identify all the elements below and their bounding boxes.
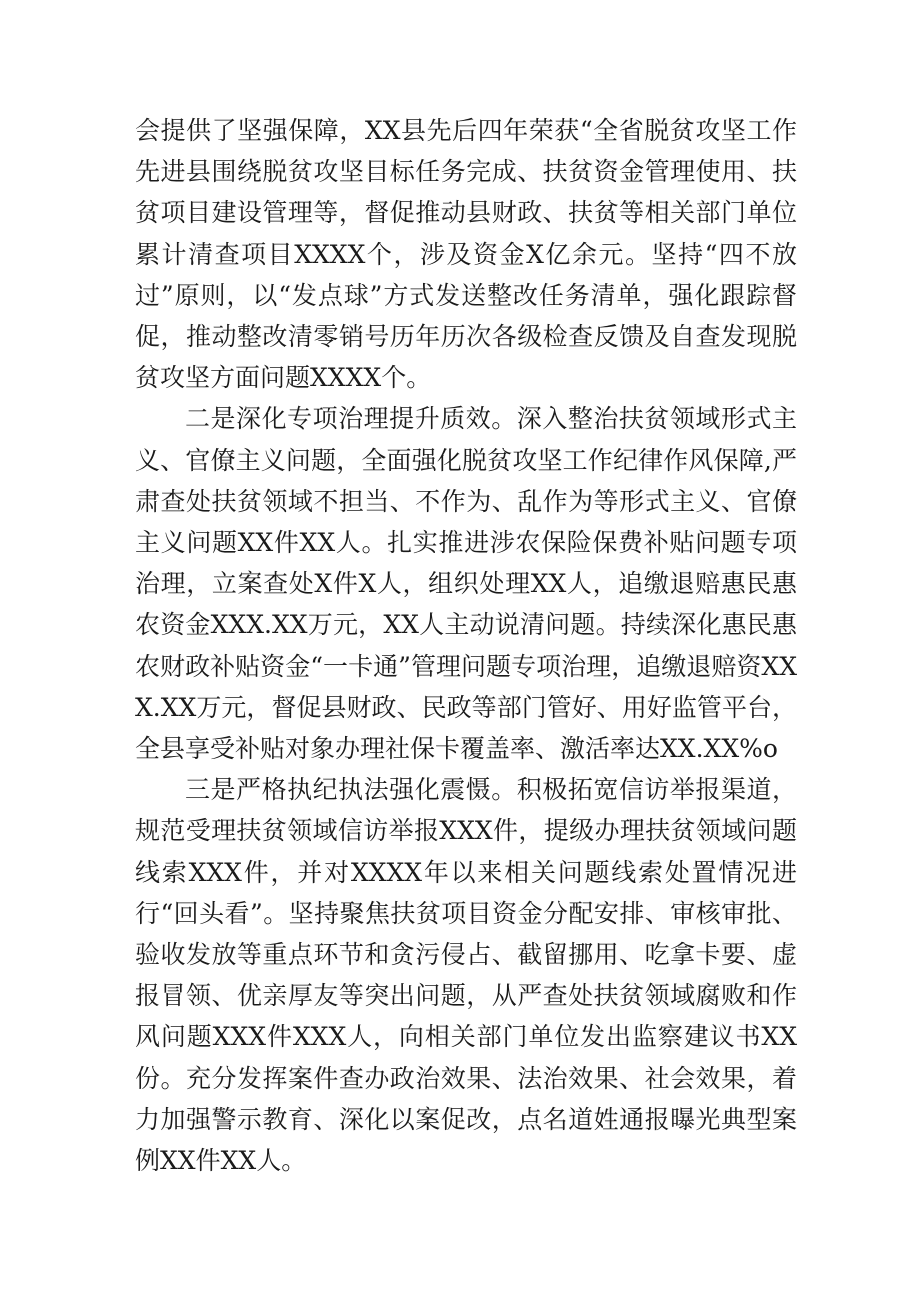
document-body (135, 110, 797, 1181)
paragraph-continuation: 会提供了坚强保障，XX县先后四年荣获“全省脱贫攻坚工作先进县围绕脱贫攻坚目标任务完成、扶贫资金管理使用、扶贫项目建设管理等，督促推动县财政、扶贫等相关部门单位累计清查项目XXXX个，涉及资金X亿余元。坚持“四不放过”原则，以“发点球”方式发送整改任务清单，强化跟踪督促，推动整改清零销号历年历次各级检查反馈及自查发现脱贫攻坚方面问题XXXX个。 (135, 116, 797, 393)
paragraph-discipline-enforcement: 三是严格执纪执法强化震慑。积极拓宽信访举报渠道，规范受理扶贫领域信访举报XXX件，提级办理扶贫领域问题线索XXX件，并对XXXX年以来相关问题线索处置情况进行“回头看”。坚持聚焦扶贫项目资金分配安排、审核审批、验收发放等重点环节和贪污侵占、截留挪用、吃拿卡要、虚报冒领、优亲厚友等突出问题，从严查处扶贫领域腐败和作风问题XXX件XXX人，向相关部门单位发出监察建议书XX份。充分发挥案件查办政治效果、法治效果、社会效果，着力加强警示教育、深化以案促改，点名道姓通报曝光典型案例XX件XX人。 (135, 775, 797, 1176)
paragraph-special-governance: 二是深化专项治理提升质效。深入整治扶贫领域形式主义、官僚主义问题，全面强化脱贫攻坚工作纪律作风保障,严肃查处扶贫领域不担当、不作为、乱作为等形式主义、官僚主义问题XX件XX人。扎实推进涉农保险保费补贴问题专项治理，立案查处X件X人，组织处理XX人，追缴退赔惠民惠农资金XXX.XX万元，XX人主动说清问题。持续深化惠民惠农财政补贴资金“一卡通”管理问题专项治理，追缴退赔资XXX.XX万元，督促县财政、民政等部门管好、用好监管平台，全县享受补贴对象办理社保卡覆盖率、激活率达XX.XX%o (135, 404, 797, 764)
